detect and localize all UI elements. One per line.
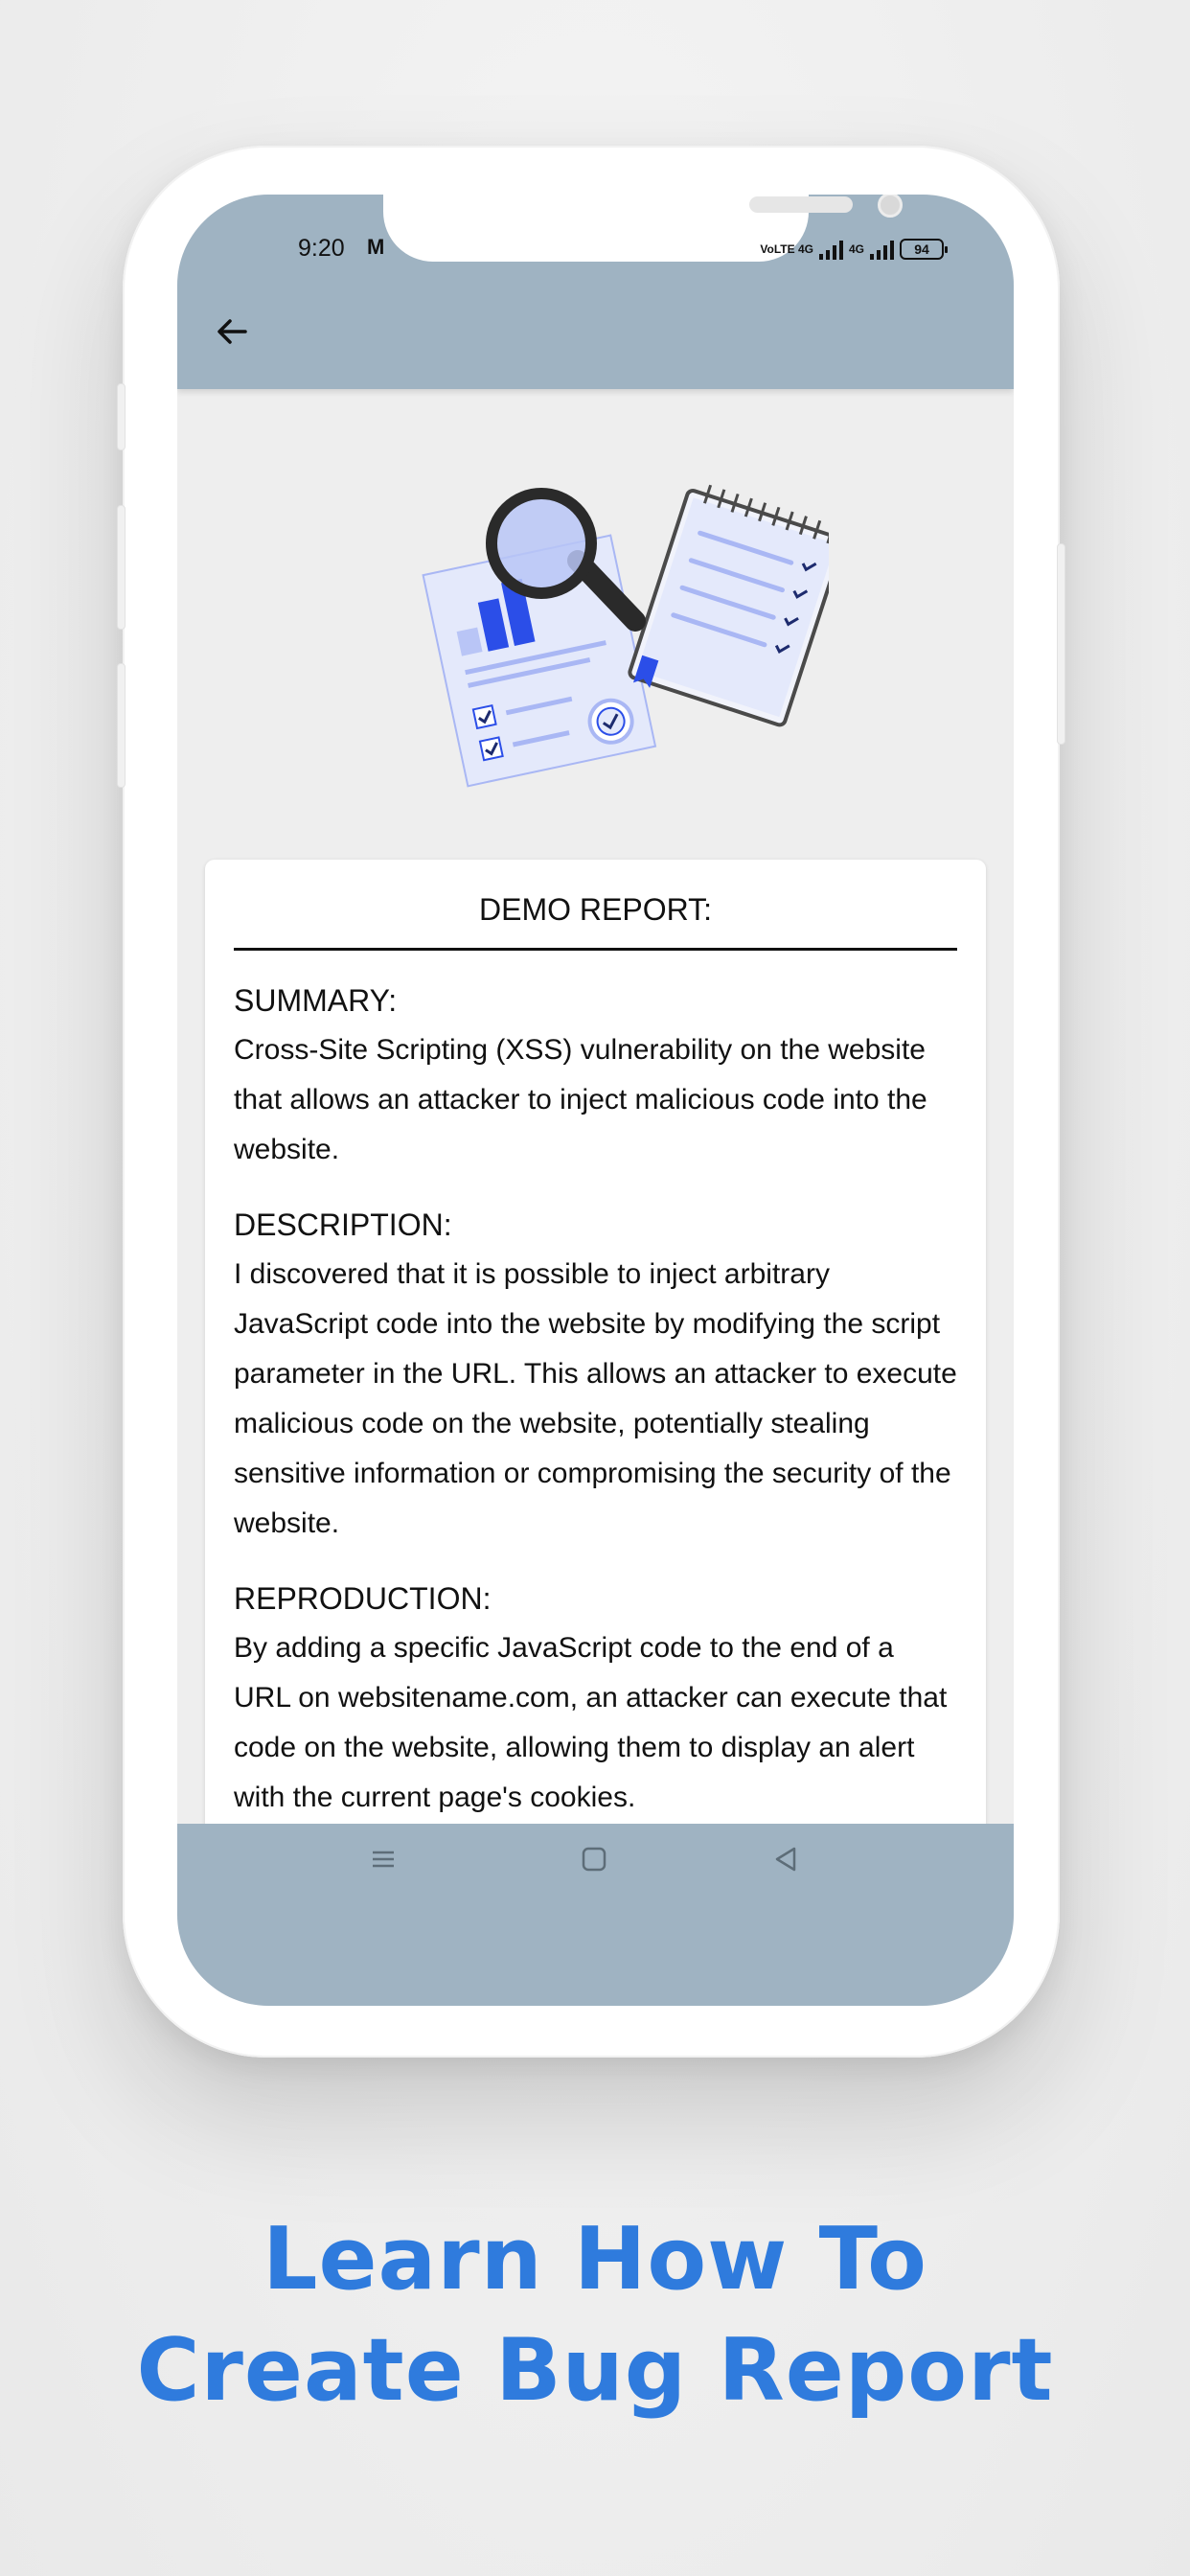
phone-side-button bbox=[117, 383, 126, 450]
reproduction-heading: REPRODUCTION: bbox=[234, 1581, 492, 1616]
demo-report-card bbox=[205, 860, 986, 1856]
app-bar bbox=[177, 195, 1014, 389]
summary-body: Cross-Site Scripting (XSS) vulnerability on the website that allows an attacker to inject malicious code into the website. bbox=[234, 1034, 927, 1165]
network-label: VoLTE 4G bbox=[760, 242, 813, 256]
phone-volume-up bbox=[117, 505, 126, 630]
description-body: I discovered that it is possible to inject arbitrary JavaScript code into the website by modifying the script parameter in the URL. This allows an attacker to execute malicious code on the website, potentially stealing sensitive information or compromising the security of the website. bbox=[234, 1258, 957, 1539]
headline-line-1: Learn How To bbox=[263, 2209, 927, 2310]
battery-icon: 94 bbox=[900, 239, 944, 260]
signal-icon bbox=[819, 239, 843, 260]
carrier-icon: M bbox=[367, 235, 385, 259]
headline-line-2: Create Bug Report bbox=[136, 2320, 1054, 2421]
home-icon[interactable] bbox=[580, 1845, 608, 1874]
promo-headline bbox=[0, 2204, 1190, 2426]
reproduction-body: By adding a specific JavaScript code to the end of a URL on websitename.com, an attacker can execute that code on the website, allowing them to display an alert with the current page's cookies. bbox=[234, 1632, 948, 1813]
arrow-left-icon bbox=[213, 312, 251, 351]
menu-icon[interactable] bbox=[369, 1845, 398, 1874]
front-camera bbox=[878, 195, 903, 218]
system-nav-bar bbox=[177, 1824, 1014, 2006]
back-button[interactable] bbox=[208, 308, 256, 356]
signal-icon-2 bbox=[870, 239, 894, 260]
phone-screen bbox=[177, 195, 1014, 2006]
status-time: 9:20 bbox=[298, 235, 345, 262]
summary-heading: SUMMARY: bbox=[234, 983, 398, 1018]
phone-volume-down bbox=[117, 663, 126, 788]
earpiece-speaker bbox=[749, 196, 853, 213]
signal-label: 4G bbox=[848, 242, 864, 256]
report-title: DEMO REPORT: bbox=[234, 860, 957, 951]
description-heading: DESCRIPTION: bbox=[234, 1208, 452, 1242]
report-magnifier-illustration bbox=[407, 482, 829, 789]
status-icons bbox=[656, 235, 944, 264]
phone-power-button bbox=[1057, 543, 1065, 745]
back-triangle-icon[interactable] bbox=[771, 1845, 800, 1874]
